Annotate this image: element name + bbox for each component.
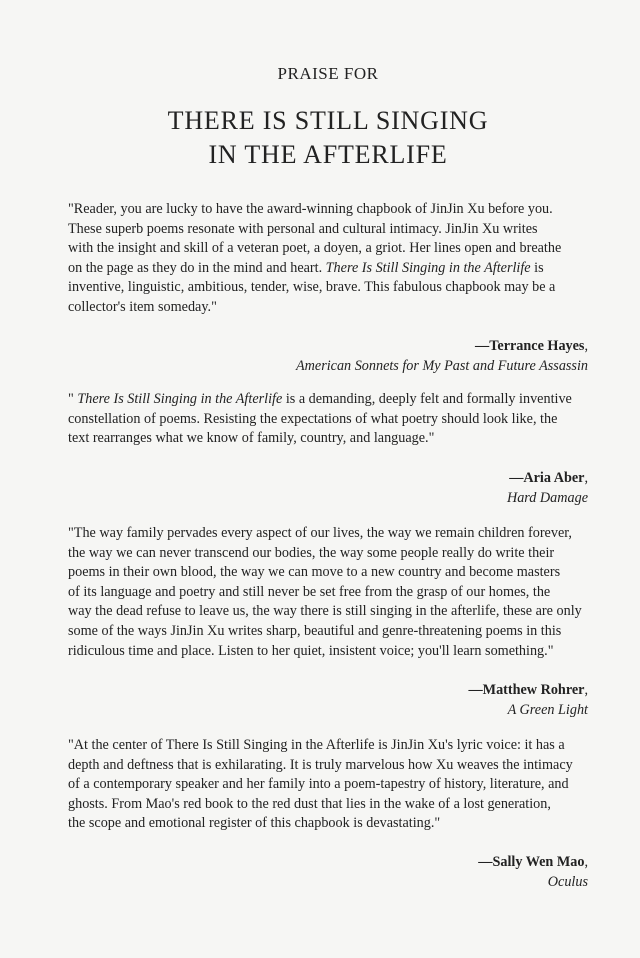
praise-kicker: PRAISE FOR [277, 64, 379, 83]
book-title [68, 104, 588, 172]
blurb-line: ridiculous time and place. Listen to her quiet, insistent voice; you'll learn something." [68, 642, 554, 659]
blurb-mao [68, 736, 588, 834]
attribution-rohrer: —Matthew Rohrer, A Green Light [68, 680, 588, 720]
blurb-aber [68, 390, 588, 449]
author-work: American Sonnets for My Past and Future Assassin [295, 358, 588, 374]
blurb-line: with the insight and skill of a veteran poet, a doyen, a griot. Her lines open and breathe [68, 240, 562, 257]
book-title-italic: There Is Still Singing in the Afterlife [325, 259, 531, 276]
blurb-line: ghosts. From Mao's red book to the red dust that lies in the wake of a lost generation, [68, 795, 551, 812]
blurb-line: of a contemporary speaker and her family into a poem-tapestry of history, literature, and [68, 776, 569, 793]
blurb-line: "The way family pervades every aspect of our lives, the way we remain children forever, [68, 525, 572, 541]
author-work: A Green Light [507, 702, 588, 718]
author-name: —Sally Wen Mao [478, 854, 585, 870]
attribution-aber: —Aria Aber, Hard Damage [68, 468, 588, 508]
blurb-line: "Reader, you are lucky to have the award-winning chapbook of JinJin Xu before you. [68, 201, 553, 217]
blurb-line: way the dead refuse to leave us, the way there is still singing in the afterlife, these are only [68, 603, 582, 620]
blurb-line: on the page as they do in the mind and heart. There Is Still Singing in the Afterlife is [68, 259, 544, 276]
attribution-hayes: —Terrance Hayes, American Sonnets for My Past and Future Assassin [68, 336, 588, 376]
author-name: —Aria Aber [509, 470, 585, 486]
author-work: Hard Damage [506, 490, 588, 506]
author-name: —Matthew Rohrer [468, 682, 585, 698]
author-name: —Terrance Hayes [475, 338, 585, 354]
blurb-line: some of the ways JinJin Xu writes sharp, beautiful and genre-threatening poems in this [68, 622, 562, 639]
attribution-mao: —Sally Wen Mao, Oculus [68, 852, 588, 892]
author-work: Oculus [547, 874, 588, 890]
blurb-line: " There Is Still Singing in the Afterlife is a demanding, deeply felt and formally inventive [68, 391, 572, 407]
blurb-hayes [68, 200, 588, 318]
blurb-line: These superb poems resonate with personal and cultural intimacy. JinJin Xu writes [68, 220, 538, 237]
blurb-rohrer [68, 524, 588, 661]
book-title-italic: There Is Still Singing in the Afterlife [77, 391, 283, 407]
blurb-line: depth and deftness that is exhilarating. It is truly marvelous how Xu weaves the intimacy [68, 756, 573, 773]
blurb-line: inventive, linguistic, ambitious, tender, wise, brave. This fabulous chapbook may be a [68, 279, 556, 296]
book-title-line-1: THERE IS STILL SINGING [167, 106, 489, 135]
blurb-line: text rearranges what we know of family, country, and language." [68, 430, 435, 447]
book-title-line-2: IN THE AFTERLIFE [208, 140, 448, 169]
blurb-line: of its language and poetry and still never be set free from the grasp of our homes, the [68, 583, 551, 600]
blurb-line: poems in their own blood, the way we can move to a new country and become masters [68, 564, 561, 581]
blurb-line: the scope and emotional register of this chapbook is devastating." [68, 815, 441, 832]
blurb-line: the way we can never transcend our bodies, the way some people really do write their [68, 544, 555, 561]
blurb-line: constellation of poems. Resisting the expectations of what poetry should look like, the [68, 410, 558, 427]
blurb-line: "At the center of There Is Still Singing in the Afterlife is JinJin Xu's lyric voice: it has a [68, 737, 565, 753]
blurb-line: collector's item someday." [68, 298, 217, 315]
